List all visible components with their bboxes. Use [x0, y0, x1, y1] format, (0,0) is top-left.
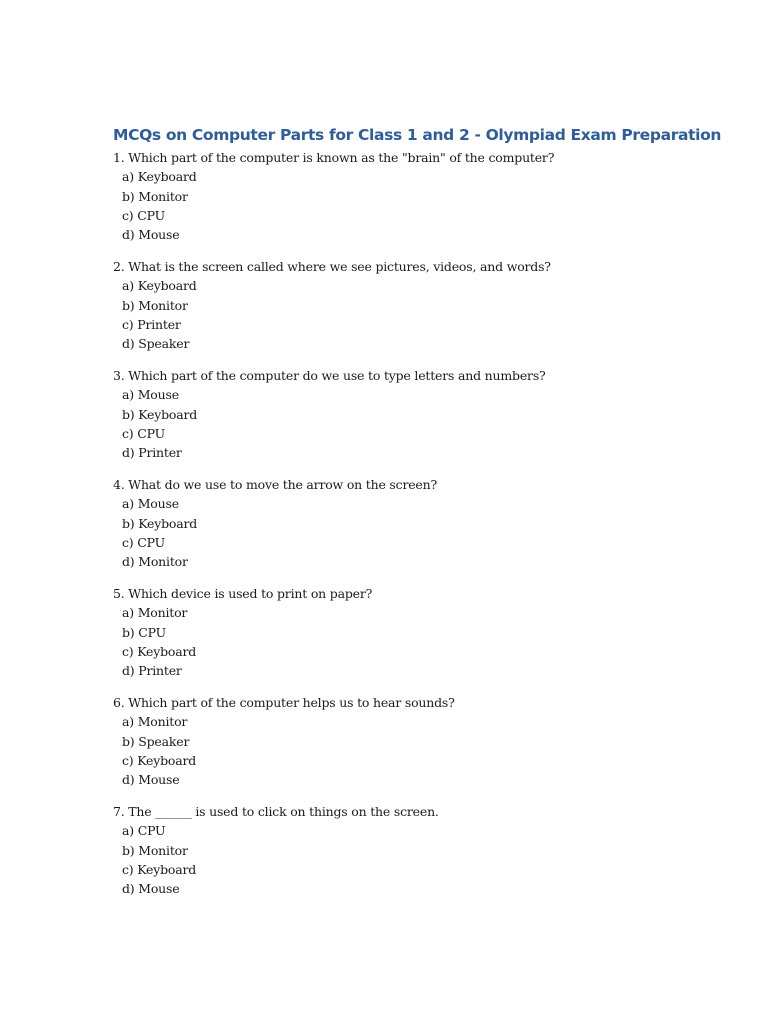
question-1: [113, 148, 713, 244]
page-title: MCQs on Computer Parts for Class 1 and 2 - Olympiad Exam Preparation: [113, 126, 722, 144]
question-2: [113, 257, 713, 353]
question-text: 5. Which device is used to print on paper?: [113, 585, 373, 601]
option-b: b) CPU: [122, 624, 166, 640]
option-c: c) Keyboard: [122, 752, 197, 768]
option-a: a) Monitor: [122, 714, 188, 730]
question-5: [113, 584, 713, 680]
option-list: [113, 494, 713, 571]
question-7: [113, 802, 713, 898]
option-d: d) Mouse: [122, 227, 180, 243]
option-c: c) Keyboard: [122, 643, 197, 659]
option-b: b) Keyboard: [122, 406, 198, 422]
option-c: c) CPU: [122, 534, 165, 550]
option-d: d) Speaker: [122, 336, 190, 352]
document-page: [113, 124, 722, 911]
option-c: c) CPU: [122, 207, 165, 223]
question-3: [113, 366, 713, 462]
option-d: d) Monitor: [122, 554, 188, 570]
option-list: [113, 276, 713, 353]
option-b: b) Speaker: [122, 733, 190, 749]
question-text: 6. Which part of the computer helps us to hear sounds?: [113, 694, 455, 710]
option-b: b) Keyboard: [122, 515, 198, 531]
question-text: 1. Which part of the computer is known as the "brain" of the computer?: [113, 150, 555, 165]
question-text: 2. What is the screen called where we see pictures, videos, and words?: [113, 258, 551, 274]
option-d: d) Mouse: [122, 881, 180, 897]
option-b: b) Monitor: [122, 842, 188, 858]
question-text: 7. The ______ is used to click on things on the screen.: [113, 803, 439, 819]
option-list: [113, 385, 713, 462]
option-d: d) Printer: [122, 663, 182, 679]
option-a: a) Monitor: [122, 605, 188, 621]
question-text: 3. Which part of the computer do we use to type letters and numbers?: [113, 367, 546, 383]
option-list: [113, 167, 713, 244]
question-text: 4. What do we use to move the arrow on the screen?: [113, 476, 437, 492]
option-b: b) Monitor: [122, 297, 188, 313]
option-c: c) Printer: [122, 316, 181, 332]
option-d: d) Mouse: [122, 772, 180, 788]
question-6: [113, 693, 713, 789]
option-list: [113, 821, 713, 898]
option-list: [113, 603, 713, 680]
option-b: b) Monitor: [122, 188, 188, 204]
option-c: c) Keyboard: [122, 861, 197, 877]
option-a: a) Keyboard: [122, 169, 197, 185]
option-a: a) CPU: [122, 823, 166, 839]
option-a: a) Mouse: [122, 387, 179, 403]
option-a: a) Keyboard: [122, 278, 197, 294]
option-c: c) CPU: [122, 425, 165, 441]
option-a: a) Mouse: [122, 496, 179, 512]
option-list: [113, 712, 713, 789]
question-4: [113, 475, 713, 571]
option-d: d) Printer: [122, 445, 182, 461]
